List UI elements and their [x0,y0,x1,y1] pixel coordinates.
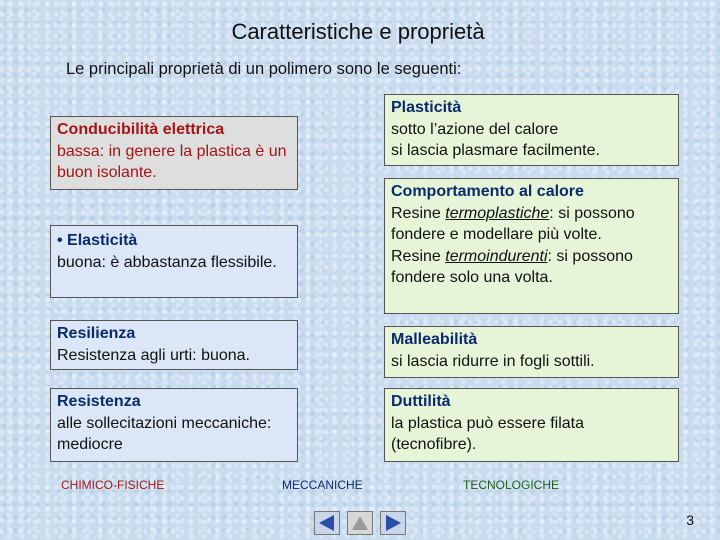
comportamento-p2 [391,246,672,289]
resilienza-box [50,320,298,370]
conducibilita-heading: Conducibilità elettrica [57,121,225,138]
malleabilita-heading: Malleabilità [391,331,478,348]
resilienza-text: Resistenza agli urti: buona. [57,346,250,364]
duttilita-text: la plastica può essere filata (tecnofibre). [391,414,584,453]
elasticita-box [50,225,298,298]
category-chimico-fisiche: CHIMICO-FISICHE [61,478,165,492]
conducibilita-text: bassa: in genere la plastica è un buon isolante. [57,142,287,181]
elasticita-text: buona: è abbastanza flessibile. [57,253,277,271]
triangle-left-icon [315,512,339,534]
plasticita-box [384,94,679,166]
slide-subtitle: Le principali proprietà di un polimero sono le seguenti: [66,60,462,78]
duttilita-heading: Duttilità [391,393,451,410]
elasticita-heading: • Elasticità [57,232,138,249]
home-button[interactable] [347,511,373,535]
slide-title: Caratteristiche e proprietà [231,19,485,44]
termoplastiche-suffix: : si possono fondere e modellare più volte. [391,204,635,243]
category-meccaniche: MECCANICHE [282,478,363,492]
resistenza-text: alle sollecitazioni meccaniche: mediocre [57,414,272,453]
comportamento-p1 [391,203,672,246]
termoindurenti-suffix: : si possono fondere solo una volta. [391,247,633,286]
home-icon [348,512,372,534]
category-tecnologiche: TECNOLOGICHE [463,478,560,492]
duttilita-box [384,388,679,462]
next-slide-button[interactable] [380,511,406,535]
conducibilita-box [50,116,298,190]
page-number: 3 [686,512,694,528]
termoindurenti-prefix: Resine [391,247,446,265]
resistenza-heading: Resistenza [57,393,141,410]
termoindurenti-term: termoindurenti [445,247,548,265]
prev-slide-button[interactable] [314,511,340,535]
resistenza-box [50,388,298,462]
malleabilita-box [384,326,679,378]
termoplastiche-prefix: Resine [391,204,446,222]
comportamento-heading: Comportamento al calore [391,183,584,200]
termoplastiche-term: termoplastiche [445,204,550,222]
plasticita-line2: si lascia plasmare facilmente. [391,142,600,159]
comportamento-box [384,178,679,314]
resilienza-heading: Resilienza [57,325,136,342]
plasticita-heading: Plasticità [391,99,462,116]
malleabilita-text: si lascia ridurre in fogli sottili. [391,352,595,370]
triangle-right-icon [381,512,405,534]
plasticita-line1: sotto l’azione del calore [391,120,559,138]
